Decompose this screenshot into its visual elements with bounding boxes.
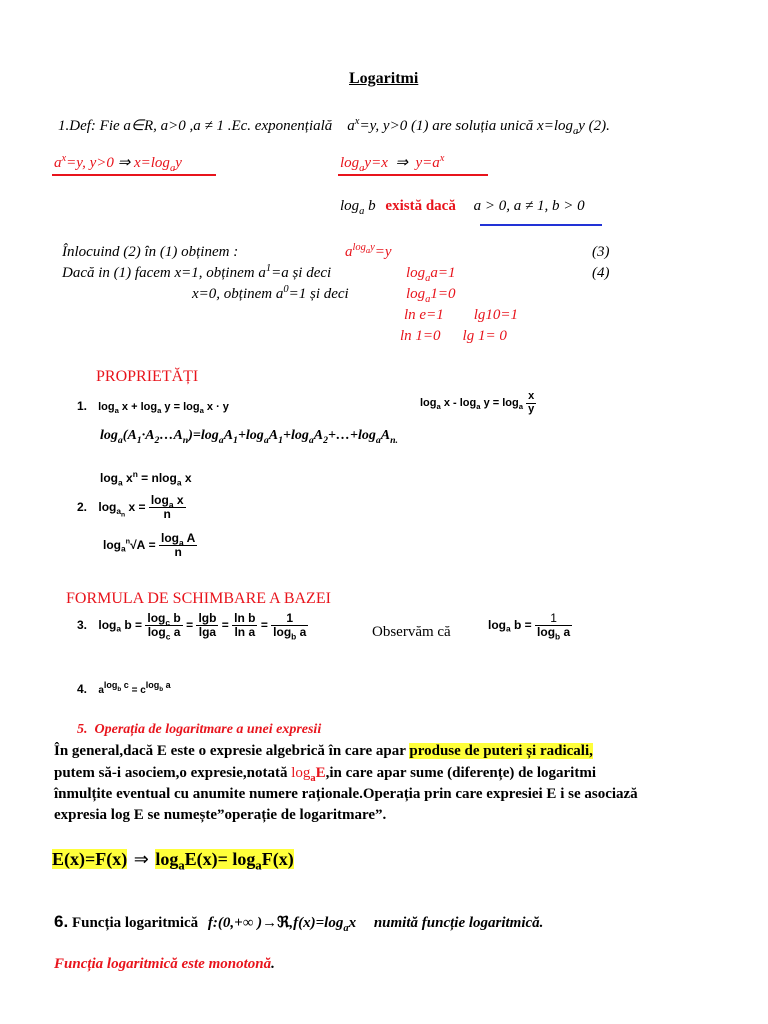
property-5-heading: 5. Operația de logaritmare a unei expresii bbox=[77, 722, 322, 737]
property-2-power: $\log_a x^n = nlog_a$ x bbox=[100, 469, 192, 488]
highlight-log-equation: $\log_aE(x)= \log_aF(x)$ bbox=[155, 849, 294, 873]
property-1-product-general: $\log_a(A_1\cdot A_2\dots A_n)=\log_aA_1+\log_aA_1+\log_aA_2+\dots+\log_aA_{n.}$ bbox=[100, 428, 399, 446]
property-1-quotient: $\log_a x - \log_a y = \log_a$ $\frac{x}{y}$ bbox=[420, 390, 535, 415]
definition-line: 1.Def: Fie a∈R, a>0 ,a ≠ 1 .Ec. exponențială $a^x=y$, y>0 (1) are soluția unică $x=\log_ay$ (2). bbox=[58, 116, 610, 137]
if-x-0-line: x=0, obținem $a^0=1$ și deci bbox=[192, 284, 349, 302]
observation-label: Observăm că bbox=[372, 624, 451, 640]
replace-formula: $a^{log_ay}=y$ bbox=[345, 242, 392, 260]
property-2-root: $\log_a^n√A$ = $\frac{\log_a A}{n}$ bbox=[103, 531, 196, 559]
property-6: 6. Funcția logaritmică f:(0,+∞ )$\to ℜ,f(x)=\log_ax$ numită funcție logaritmică. bbox=[54, 912, 544, 934]
paragraph-line-4: expresia log E se numește”operație de logaritmare”. bbox=[54, 807, 387, 823]
equivalence-equation: E(x)=F(x) ⇒ $\log_aE(x)= \log_aF(x)$ bbox=[52, 849, 294, 873]
highlight-ex-fx: E(x)=F(x) bbox=[52, 849, 128, 869]
eq-number-3: (3) bbox=[592, 244, 610, 260]
ln-e-line: ln e=1 lg10=1 bbox=[404, 307, 518, 323]
exists-condition: $\log_a b$ există dacă a > 0, a ≠ 1, b > 0 bbox=[340, 198, 585, 217]
highlight-powers-radicals: produse de puteri și radicali, bbox=[409, 743, 593, 759]
paragraph-line-1: În general,dacă E este o expresie algebrică în care apar produse de puteri și radicali, bbox=[54, 743, 593, 759]
if-x-0-result: $\log_a1=0$ bbox=[406, 286, 456, 305]
fraction-one-over-logb: $\frac{1}{\log_b a}$ bbox=[273, 611, 307, 641]
underline-red-right bbox=[338, 174, 488, 176]
properties-heading: PROPRIETĂȚI bbox=[96, 368, 199, 385]
red-formula-right: $\log_ay=x$ ⇒ $y=a^x$ bbox=[340, 153, 445, 174]
fraction-ln: $\frac{\text{ln b}}{\text{ln a}}$ bbox=[234, 611, 256, 639]
fraction-loga-x-over-n: $\frac{\log_a x}{n}$ bbox=[150, 493, 184, 521]
paragraph-line-3: înmulțite eventual cu anumite numere raționale.Operația prin care expresiei E i se asociază bbox=[54, 786, 638, 802]
if-x-1-result: $\log_aa=1$ bbox=[406, 265, 456, 284]
observation-formula: $\log_a b$ = $\frac{1}{\log_b a}$ bbox=[488, 611, 571, 641]
ln-1-line: ln 1=0 lg 1= 0 bbox=[400, 328, 507, 344]
base-change-heading: FORMULA DE SCHIMBARE A BAZEI bbox=[66, 590, 331, 607]
property-1: 1. $\log_a x + \log_a y = \log_a x \cdot y$ bbox=[77, 399, 229, 416]
fraction-obs: $\frac{1}{\log_b a}$ bbox=[537, 611, 571, 641]
underline-blue bbox=[480, 224, 602, 226]
fraction-x-over-y: $\frac{x}{y}$ bbox=[528, 390, 535, 415]
page-title: Logaritmi bbox=[349, 70, 419, 87]
red-formula-left: $a^x=y$, y>0 ⇒ $x=\log_ay$ bbox=[54, 153, 182, 174]
fraction-lg: $\frac{\lg b}{\lg a}$ bbox=[198, 611, 217, 639]
fraction-logc: $\frac{\log_c b}{\log_c a}$ bbox=[147, 611, 181, 641]
replace-line: Înlocuind (2) în (1) obținem : bbox=[62, 244, 239, 260]
property-2-base-power: 2. $\log_{a_n} x$ = $\frac{\log_a x}{n}$ bbox=[77, 493, 184, 521]
property-3-base-change: 3. $\log_a b$ = $\frac{\log_c b}{\log_c a}$ = $\frac{\lg b}{\lg a}$ = $\frac{\text{ln b}}{\text{ln a}}$ = $\frac{1}{\log_b a}$ bbox=[77, 611, 307, 641]
property-4: 4. $a^{log_b c} = c^{log_b a}$ bbox=[77, 680, 171, 696]
monotone-statement: Funcția logaritmică este monotonă. bbox=[54, 956, 275, 972]
if-x-1-line: Dacă in (1) facem x=1, obținem $a^1=a$ și deci bbox=[62, 263, 332, 281]
fraction-loga-a-over-n: $\frac{\log_a A}{n}$ bbox=[161, 531, 196, 559]
paragraph-line-2: putem să-i asociem,o expresie,notată $\log_aE,in$ care apar sume (diferențe) de logaritmi bbox=[54, 765, 596, 784]
eq-number-4: (4) bbox=[592, 265, 610, 281]
underline-red-left bbox=[52, 174, 216, 176]
